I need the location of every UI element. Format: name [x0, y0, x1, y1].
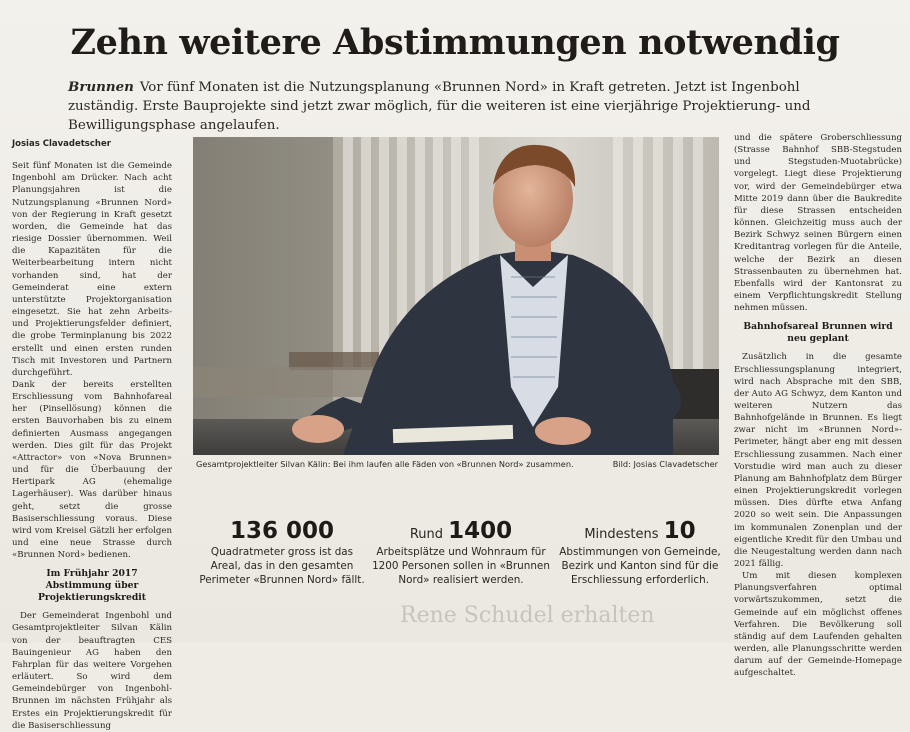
paragraph: Zusätzlich in die gesamte Erschliessungsplanung integriert, wird nach Absprache mit den SBB, der Auto AG Schwyz, dem Kanton und weiteren Nutzern das Bahnhofgelände in Brunnen. Es liegt zwar nicht im «Brunnen Nord»-Perimeter, hängt aber eng mit dessen Erschliessung zusammen. Nach einer Vorstudie wird man auch zu dieser Planung am Bahnhofplatz dem Bürger einen Projektierungskredit vorlegen müssen. Dies dürfte etwa Anfang 2020 so weit sein. Die Anpassungen im kommunalen Zonenplan und der eigentliche Kredit für den Umbau und die Neugestaltung werden dann nach 2021 fällig. — [734, 352, 902, 569]
fact-box-votes — [556, 518, 724, 587]
dateline: Brunnen — [68, 79, 134, 95]
lead-text: Vor fünf Monaten ist die Nutzungsplanung «Brunnen Nord» in Kraft getreten. Jetzt ist Ingenbohl zuständig. Erste Bauprojekte sind jetzt zwar möglich, für die weiteren ist eine vierjährige Projektierung- und Bewilligungsphase angelaufen. — [68, 80, 811, 133]
fact-text: Quadratmeter gross ist das Areal, das in den gesamten Perimeter «Brunnen Nord» fällt. — [199, 546, 365, 586]
lead-paragraph — [68, 78, 868, 135]
fact-prefix: Mindestens — [584, 527, 659, 542]
column-right — [734, 132, 902, 680]
fact-number: 1400 — [448, 518, 513, 544]
subheading: Bahnhofsareal Brunnen wird neu geplant — [743, 321, 893, 345]
caption-text: Gesamtprojektleiter Silvan Kälin: Bei ihm laufen alle Fäden von «Brunnen Nord» zusammen. — [196, 459, 574, 469]
fact-box-area — [198, 518, 366, 587]
paragraph: Dank der bereits erstellten Erschliessung vom Bahnhofareal her (Pinsellösung) können die ersten Bauvorhaben bis zu einem definierten Ausmass angegangen werden. Dies gilt für das Projekt «Attractor» von «Nova Brunnen» und für die Überbauung der Hertipark AG (ehemalige Lagerhäuser). Was darüber hinaus geht, setzt die grosse Basiserschliessung voraus. Diese wird vom Kreisel Gätzli her erfolgen und eine neue Strasse durch «Brunnen Nord» bedienen. — [12, 379, 172, 561]
photo-caption — [196, 459, 718, 469]
headline: Zehn weitere Abstimmungen notwendig — [70, 22, 840, 63]
byline: Josias Clavadetscher — [12, 139, 111, 149]
paragraph: und die spätere Groberschliessung (Strasse Bahnhof SBB-Stegstuden und Stegstuden-Muotabrücke) vorgelegt. Liegt diese Projektierung vor, wird der Gemeindebürger etwa Mitte 2019 dann über die Baukredite für diese Strassen entscheiden können. Gleichzeitig muss auch der Bezirk Schwyz seinen Bürgern einen Kreditantrag vorlegen für die Anteile, welche der Bezirk an diesen Strassenbauten zu übernehmen hat. Ebenfalls wird der Kantonsrat zu einem Verpflichtungskredit Stellung nehmen müssen. — [734, 133, 902, 314]
fact-box-jobs — [372, 518, 550, 587]
fact-prefix: Rund — [409, 527, 444, 542]
subheading: Im Frühjahr 2017 Abstimmung über Projektierungskredit — [38, 568, 146, 604]
fact-number: 136 000 — [229, 518, 335, 544]
fact-text: Abstimmungen von Gemeinde, Bezirk und Kanton sind für die Erschliessung erforderlich. — [559, 546, 721, 586]
fact-number: 10 — [663, 518, 696, 544]
fact-text: Arbeitsplätze und Wohnraum für 1200 Personen sollen in «Brunnen Nord» realisiert werden. — [372, 546, 550, 586]
photo-credit: Bild: Josias Clavadetscher — [612, 459, 718, 469]
paragraph: Um mit diesen komplexen Planungsverfahren optimal vorwärtszukommen, setzt die Gemeinde auf ein möglichst offenes Verfahren. Die Bevölkerung soll ständig auf dem Laufenden gehalten werden, alle Planungsschritte werden darum auf der Gemeinde-Homepage aufgeschaltet. — [734, 571, 902, 679]
portrait-photo — [193, 137, 719, 455]
paragraph: Seit fünf Monaten ist die Gemeinde Ingenbohl am Drücker. Nach acht Planungsjahren ist die Nutzungsplanung «Brunnen Nord» von der Regierung in Kraft gesetzt worden, die Gemeinde hat das riesige Dossier übernommen. Weil die Kapazitäten für die Weiterbearbeitung intern nicht vorhanden sind, hat der Gemeinderat eine extern unterstützte Projektorganisation eingesetzt. Sie hat zehn Arbeits- und Projektierungsfelder definiert, die grobe Terminplanung bis 2022 erstellt und einen ersten runden Tisch mit Investoren und Partnern durchgeführt. — [12, 161, 172, 378]
photo-illustration — [193, 137, 719, 455]
bleed-through-text: Rene Schudel erhalten — [400, 603, 655, 628]
paragraph: Der Gemeinderat Ingenbohl und Gesamtprojektleiter Silvan Kälin von der beauftragten CES Bauingenieur AG haben den Fahrplan für das weitere Vorgehen erläutert. So wird dem Gemeindebürger von Ingenbohl-Brunnen im nächsten Frühjahr als Erstes ein Projektierungskredit für die Basiserschliessung — [12, 611, 172, 731]
